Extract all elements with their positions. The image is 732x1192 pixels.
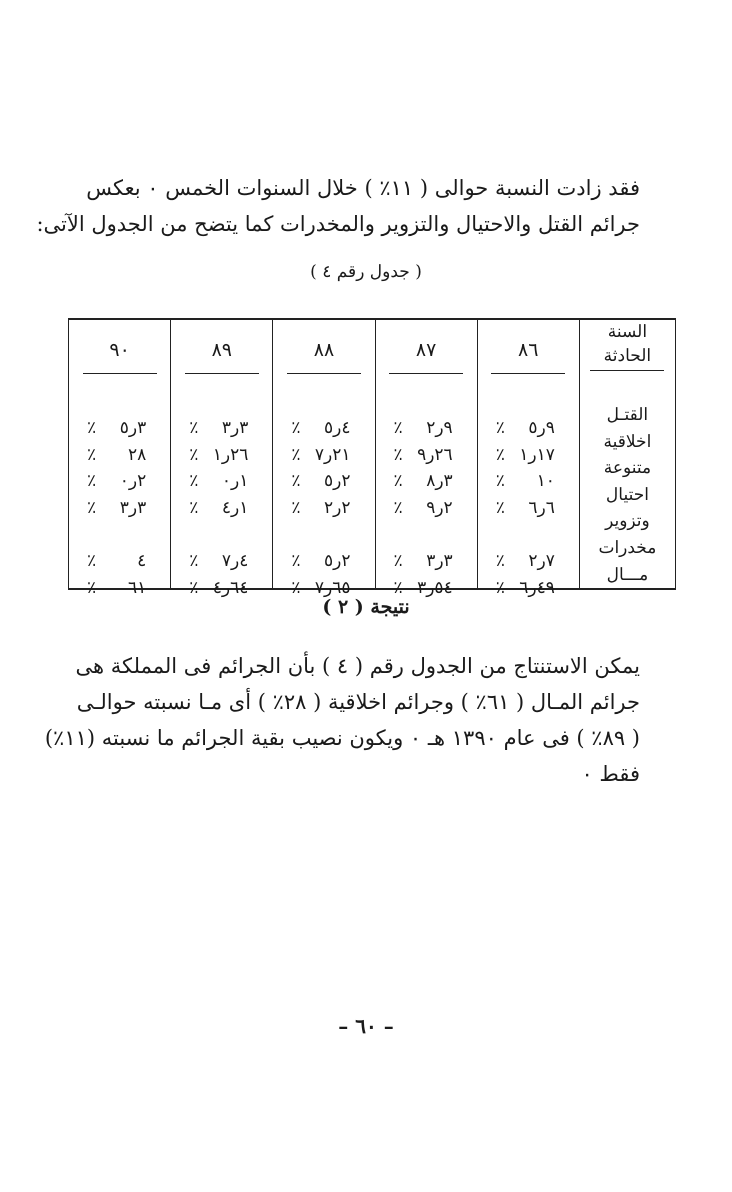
conclusion-line: فقط ٠: [581, 762, 640, 786]
table-cell: ٦١ ٪: [69, 561, 171, 589]
table-row: [69, 482, 676, 509]
table-row: [69, 561, 676, 589]
table-cell: ٢ر٩ ٪: [375, 482, 477, 509]
row-label: مخدرات: [579, 535, 675, 562]
table-cell: ٤ر٧ ٪: [171, 535, 273, 562]
conclusion-line: جرائم المـال ( ٦١٪ ) وجرائم اخلاقية ( ٢٨٪ ) أى مـا نسبته حوالـى: [76, 690, 640, 714]
table-cell: ٧ر٢ ٪: [477, 535, 579, 562]
intro-line: جرائم القتل والاحتيال والتزوير والمخدرات كما يتضح من الجدول الآتى:: [36, 212, 640, 236]
table-cell: ١ر٠ ٪: [171, 455, 273, 482]
table-cell: ٩ر٢ ٪: [375, 402, 477, 429]
table-cell: ٣ر٨ ٪: [375, 455, 477, 482]
table-row: [69, 455, 676, 482]
table-cell: ٢ر٥ ٪: [273, 455, 375, 482]
table-cell: ١ر٤ ٪: [171, 482, 273, 509]
table-cell: ٢ر٥ ٪: [273, 535, 375, 562]
row-label: القتـل: [579, 402, 675, 429]
table-cell: ٣ر٣ ٪: [69, 482, 171, 509]
row-label: مـــال: [579, 561, 675, 589]
table-row: [69, 535, 676, 562]
year-header: ٨٦: [477, 319, 579, 383]
table-cell: ٣ر٣ ٪: [171, 402, 273, 429]
year-header: ٨٧: [375, 319, 477, 383]
year-header: ٨٨: [273, 319, 375, 383]
table-cell: ١٠ ٪: [477, 455, 579, 482]
table-cell: ٤٩ر٦ ٪: [477, 561, 579, 589]
table-cell: ٦ر٦ ٪: [477, 482, 579, 509]
table-row: [69, 508, 676, 535]
conclusion-line: ( ٨٩٪ ) فى عام ١٣٩٠ هـ ٠ ويكون نصيب بقية الجرائم ما نسبته (١١٪): [44, 726, 640, 750]
table-spacer: [69, 383, 676, 401]
table-cell: ٢٦ر٩ ٪: [375, 428, 477, 455]
table-cell: ٦٤ر٤ ٪: [171, 561, 273, 589]
table-cell: ٩ر٥ ٪: [477, 402, 579, 429]
table-cell: ٢ر٠ ٪: [69, 455, 171, 482]
row-label: احتيال: [579, 482, 675, 509]
table-cell: ٢ر٢ ٪: [273, 482, 375, 509]
table-header-row: [69, 319, 676, 383]
table-row: [69, 428, 676, 455]
row-label-extra: وتزوير: [579, 508, 675, 535]
table-cell: ٢٨ ٪: [69, 428, 171, 455]
year-header: ٨٩: [171, 319, 273, 383]
page-number: – ٦٠ –: [338, 1014, 394, 1038]
conclusion-line: يمكن الاستنتاج من الجدول رقم ( ٤ ) بأن الجرائم فى المملكة هى: [75, 654, 640, 678]
table-cell: ٣ر٣ ٪: [375, 535, 477, 562]
table-cell: ٤ ٪: [69, 535, 171, 562]
crime-statistics-table: [68, 318, 676, 598]
result-heading: نتيجة ( ٢ ): [322, 596, 410, 618]
table-caption: ( جدول رقم ٤ ): [310, 262, 422, 282]
header-incident-label: الحادثة: [590, 344, 664, 371]
intro-line: فقد زادت النسبة حوالى ( ١١٪ ) خلال السنوات الخمس ٠ بعكس: [86, 176, 640, 200]
header-label-cell: [579, 319, 675, 383]
table-cell: ٤ر٥ ٪: [273, 402, 375, 429]
table-cell: ٦٥ر٧ ٪: [273, 561, 375, 589]
header-year-label: السنة: [607, 322, 648, 342]
table-cell: ١٧ر١ ٪: [477, 428, 579, 455]
conclusion-paragraph: [44, 648, 640, 792]
table-cell: ٣ر٥ ٪: [69, 402, 171, 429]
row-label: متنوعة: [579, 455, 675, 482]
table-cell: ٢٦ر١ ٪: [171, 428, 273, 455]
table-cell: ٢١ر٧ ٪: [273, 428, 375, 455]
intro-paragraph: [36, 170, 640, 242]
row-label: اخلاقية: [579, 428, 675, 455]
year-header: ٩٠: [69, 319, 171, 383]
table-row: [69, 402, 676, 429]
table-cell: ٥٤ر٣ ٪: [375, 561, 477, 589]
